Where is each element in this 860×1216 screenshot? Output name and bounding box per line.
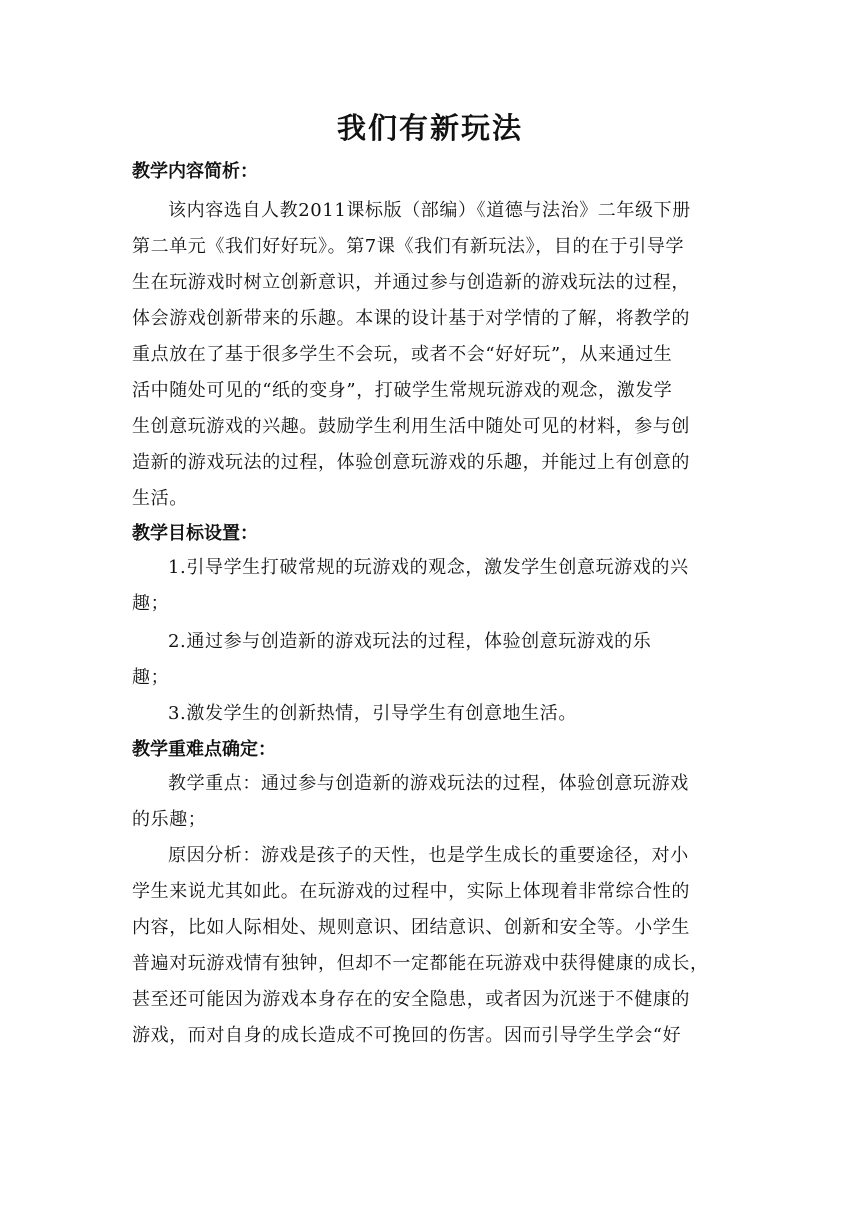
paragraph-focus	[132, 766, 732, 838]
paragraph-line: 第二单元《我们好好玩》。第7课《我们有新玩法》，目的在于引导学	[132, 236, 685, 257]
objective-item-1	[132, 550, 732, 622]
objective-item-3	[132, 696, 732, 732]
paragraph-line: 游戏，而对自身的成长造成不可挽回的伤害。因而引导学生学会“好	[132, 1025, 682, 1046]
paragraph-line: 该内容选自人教2011课标版（部编）《道德与法治》二年级下册	[168, 200, 691, 221]
objective-line: 趣；	[132, 667, 170, 688]
paragraph-line: 教学重点：通过参与创造新的游戏玩法的过程，体验创意玩游戏	[168, 773, 689, 794]
objective-line: 趣；	[132, 593, 170, 614]
paragraph-line: 学生来说尤其如此。在玩游戏的过程中，实际上体现着非常综合性的	[132, 881, 690, 902]
paragraph-line: 生活。	[132, 488, 188, 509]
section-heading-objectives: 教学目标设置：	[132, 523, 258, 544]
paragraph-content-summary	[132, 193, 732, 517]
paragraph-line: 的乐趣；	[132, 809, 207, 830]
objective-line: 1.引导学生打破常规的玩游戏的观念，激发学生创意玩游戏的兴	[168, 557, 689, 578]
objective-line: 3.激发学生的创新热情，引导学生有创意地生活。	[168, 703, 577, 724]
section-heading-key-points: 教学重难点确定：	[132, 739, 276, 760]
paragraph-line: 造新的游戏玩法的过程，体验创意玩游戏的乐趣，并能过上有创意的	[132, 452, 690, 473]
paragraph-line: 体会游戏创新带来的乐趣。本课的设计基于对学情的了解，将教学的	[132, 308, 690, 329]
paragraph-line: 内容，比如人际相处、规则意识、团结意识、创新和安全等。小学生	[132, 917, 690, 938]
paragraph-line: 重点放在了基于很多学生不会玩，或者不会“好好玩”，从来通过生	[132, 344, 673, 365]
paragraph-line: 生在玩游戏时树立创新意识，并通过参与创造新的游戏玩法的过程，	[132, 272, 690, 293]
paragraph-line: 活中随处可见的“纸的变身”，打破学生常规玩游戏的观念，激发学	[132, 380, 673, 401]
objective-item-2	[132, 624, 732, 696]
objective-line: 2.通过参与创造新的游戏玩法的过程，体验创意玩游戏的乐	[168, 631, 652, 652]
paragraph-line: 普遍对玩游戏情有独钟，但却不一定都能在玩游戏中获得健康的成长，	[132, 953, 709, 974]
document-title: 我们有新玩法	[336, 111, 523, 145]
section-heading-content-summary: 教学内容简析：	[132, 161, 258, 182]
paragraph-line: 原因分析：游戏是孩子的天性，也是学生成长的重要途径，对小	[168, 845, 689, 866]
paragraph-analysis	[132, 838, 732, 1054]
paragraph-line: 甚至还可能因为游戏本身存在的安全隐患，或者因为沉迷于不健康的	[132, 989, 690, 1010]
paragraph-line: 生创意玩游戏的兴趣。鼓励学生利用生活中随处可见的材料，参与创	[132, 416, 690, 437]
